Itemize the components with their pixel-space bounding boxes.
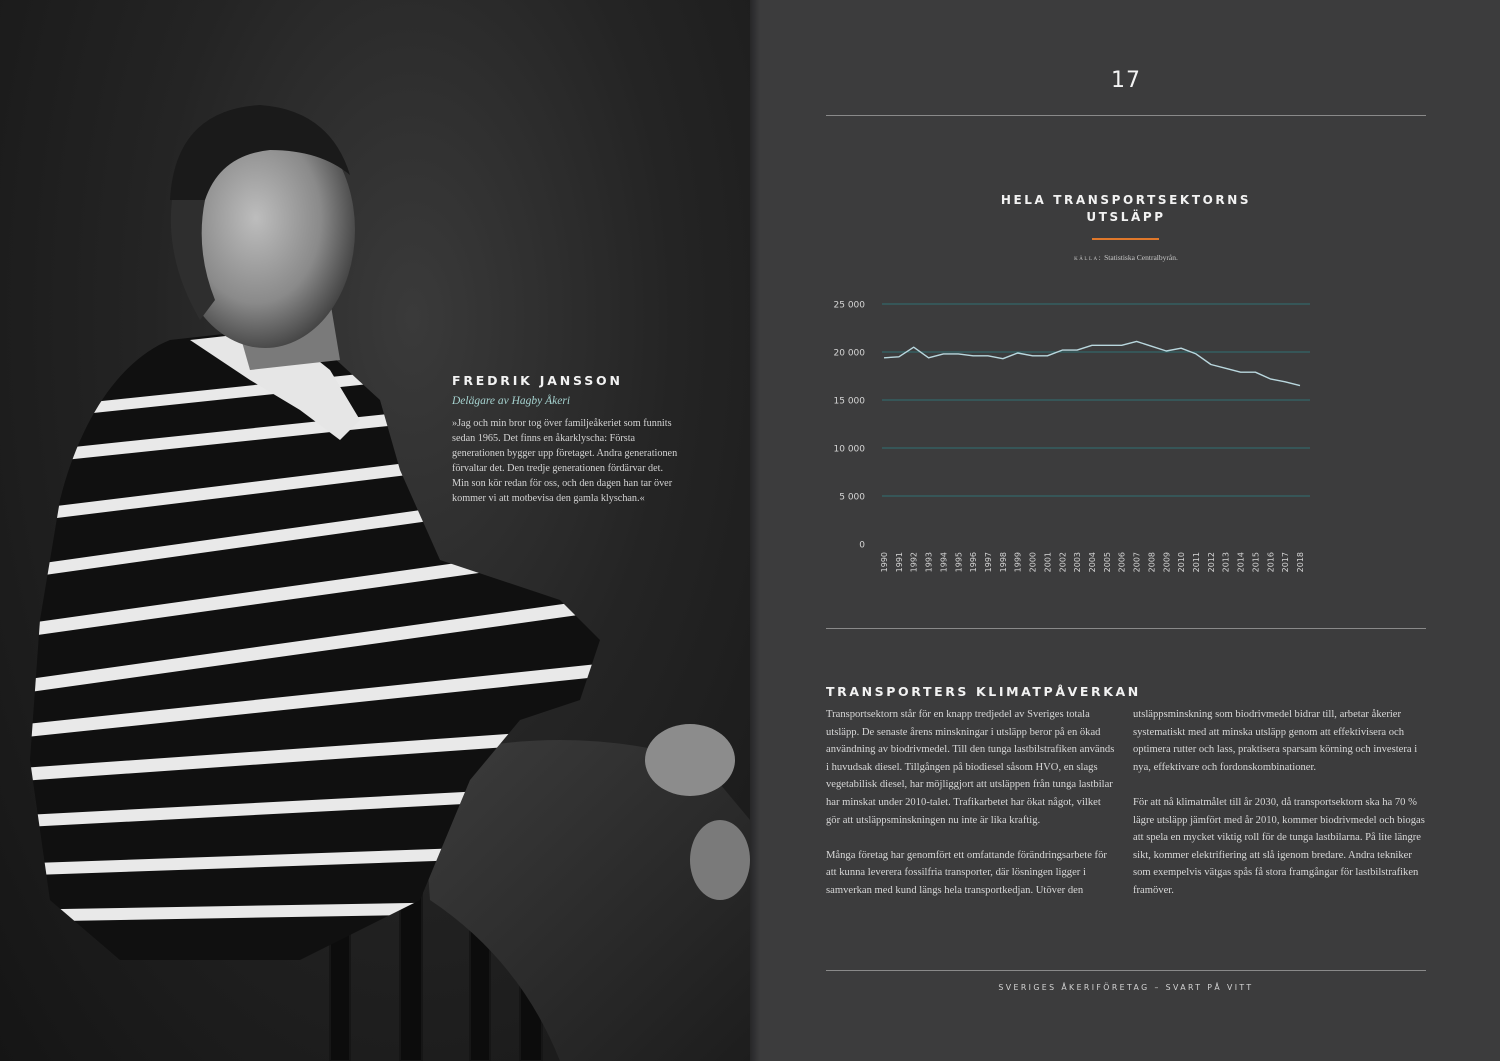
body-column-right	[1133, 706, 1428, 900]
bottom-rule	[826, 970, 1426, 971]
person-title: Delägare av Hagby Åkeri	[452, 395, 571, 407]
y-tick-label: 10 000	[833, 444, 865, 455]
x-tick-label: 2001	[1043, 552, 1053, 573]
body-paragraph: För att nå klimatmålet till år 2030, då transportsektorn ska ha 70 % lägre utsläpp jämfört med år 2010, kommer biodrivmedel och biogas att spela en mycket viktig roll för de tunga lastbilarna. På lite längre sikt, kommer elektrifiering att slå igenom bredare. Andra tekniker som exempelvis vätgas spås få stora framgångar för lastbilstrafiken framöver.	[1133, 796, 1425, 896]
y-tick-label: 15 000	[833, 396, 865, 407]
y-tick-label: 25 000	[833, 300, 865, 311]
x-tick-label: 2003	[1073, 552, 1083, 573]
chart-title-line-1: HELA TRANSPORTSEKTORNS	[1000, 193, 1252, 207]
x-tick-label: 2006	[1117, 552, 1127, 573]
x-tick-label: 1990	[880, 552, 889, 573]
chart-source-text: Statistiska Centralbyrån.	[1104, 253, 1178, 262]
x-tick-label: 1991	[894, 552, 904, 573]
x-tick-label: 2000	[1028, 552, 1038, 573]
x-tick-label: 2015	[1251, 552, 1261, 573]
section-heading: TRANSPORTERS KLIMATPÅVERKAN	[826, 684, 1141, 699]
x-tick-label: 2008	[1147, 552, 1157, 573]
hand	[645, 724, 735, 796]
x-tick-label: 2013	[1221, 552, 1231, 573]
x-tick-label: 2012	[1206, 552, 1216, 573]
chart-title	[950, 192, 1302, 226]
person-quote-block	[452, 373, 682, 506]
chart-title-line-2: UTSLÄPP	[1086, 210, 1166, 224]
y-tick-label: 20 000	[833, 348, 865, 359]
x-tick-label: 2002	[1058, 552, 1068, 573]
person-quote: »Jag och min bror tog över familjeåkeriet som funnits sedan 1965. Det finns en åkarklyscha: Första generationen bygger upp företaget. Andra generationen förvaltar det. Den tredje generationen fördärvar det. Min son kör redan för oss, och den dagen han tar över kommer vi att motbevisa den gamla klyschan.«	[452, 418, 678, 504]
x-tick-label: 1995	[954, 552, 964, 573]
x-tick-label: 2014	[1236, 552, 1246, 573]
page-gutter-shadow	[750, 0, 760, 1061]
x-tick-label: 2007	[1132, 552, 1142, 573]
chart-source	[950, 253, 1302, 262]
page-number: 17	[1111, 68, 1141, 93]
x-tick-label: 2011	[1192, 552, 1201, 573]
emissions-line-chart	[830, 290, 1370, 590]
x-tick-label: 2018	[1296, 552, 1305, 573]
x-tick-label: 1994	[939, 552, 949, 573]
x-tick-label: 2009	[1162, 552, 1172, 573]
page-footer: SVERIGES ÅKERIFÖRETAG – SVART PÅ VITT	[998, 983, 1254, 992]
x-tick-label: 2017	[1281, 552, 1291, 573]
y-tick-label: 0	[859, 540, 865, 551]
right-page	[750, 0, 1500, 1061]
x-tick-label: 2004	[1088, 552, 1097, 573]
mid-rule	[826, 628, 1426, 629]
top-rule	[826, 115, 1426, 116]
body-paragraph: Många företag har genomfört ett omfattande förändringsarbete för att kunna leverera fossilfria transporter, där lösningen ligger i samverkan med kund längs hela transportkedjan. Utöver den	[826, 849, 1107, 896]
x-tick-label: 1993	[924, 552, 934, 573]
x-tick-label: 2016	[1266, 552, 1276, 573]
body-column-left	[826, 706, 1116, 900]
chart-source-label: källa:	[1074, 253, 1103, 262]
person-name: FREDRIK JANSSON	[452, 373, 623, 388]
body-paragraph: Transportsektorn står för en knapp tredjedel av Sveriges totala utsläpp. De senaste årens minskningar i utsläpp beror på en ökad användning av biodrivmedel. Till den tunga lastbilstrafiken används i huvudsak diesel. Tillgången på biodiesel såsom HVO, en slags vegetabilisk diesel, har möjliggjort att utsläppen från tunga lastbilar har minskat under 2010-talet. Trafikarbetet har ökat något, vilket gör att utsläppsminskningen nu inte är lika kraftig.	[826, 709, 1115, 826]
y-tick-label: 5 000	[839, 492, 865, 503]
x-tick-label: 1999	[1013, 552, 1023, 573]
chart-title-accent-bar	[1092, 238, 1159, 240]
x-tick-label: 1996	[969, 552, 979, 573]
x-tick-label: 2010	[1177, 552, 1187, 573]
body-paragraph: utsläppsminskning som biodrivmedel bidrar till, arbetar åkerier systematiskt med att minska utsläpp genom att effektivisera och optimera rutter och lass, praktisera sparsam körning och investera i nya, effektivare och fordonskombinationer.	[1133, 709, 1418, 773]
series-line	[884, 341, 1300, 385]
x-tick-label: 1992	[909, 552, 919, 573]
x-tick-label: 1998	[998, 552, 1008, 573]
x-tick-label: 2005	[1102, 552, 1112, 573]
x-tick-label: 1997	[984, 552, 993, 573]
